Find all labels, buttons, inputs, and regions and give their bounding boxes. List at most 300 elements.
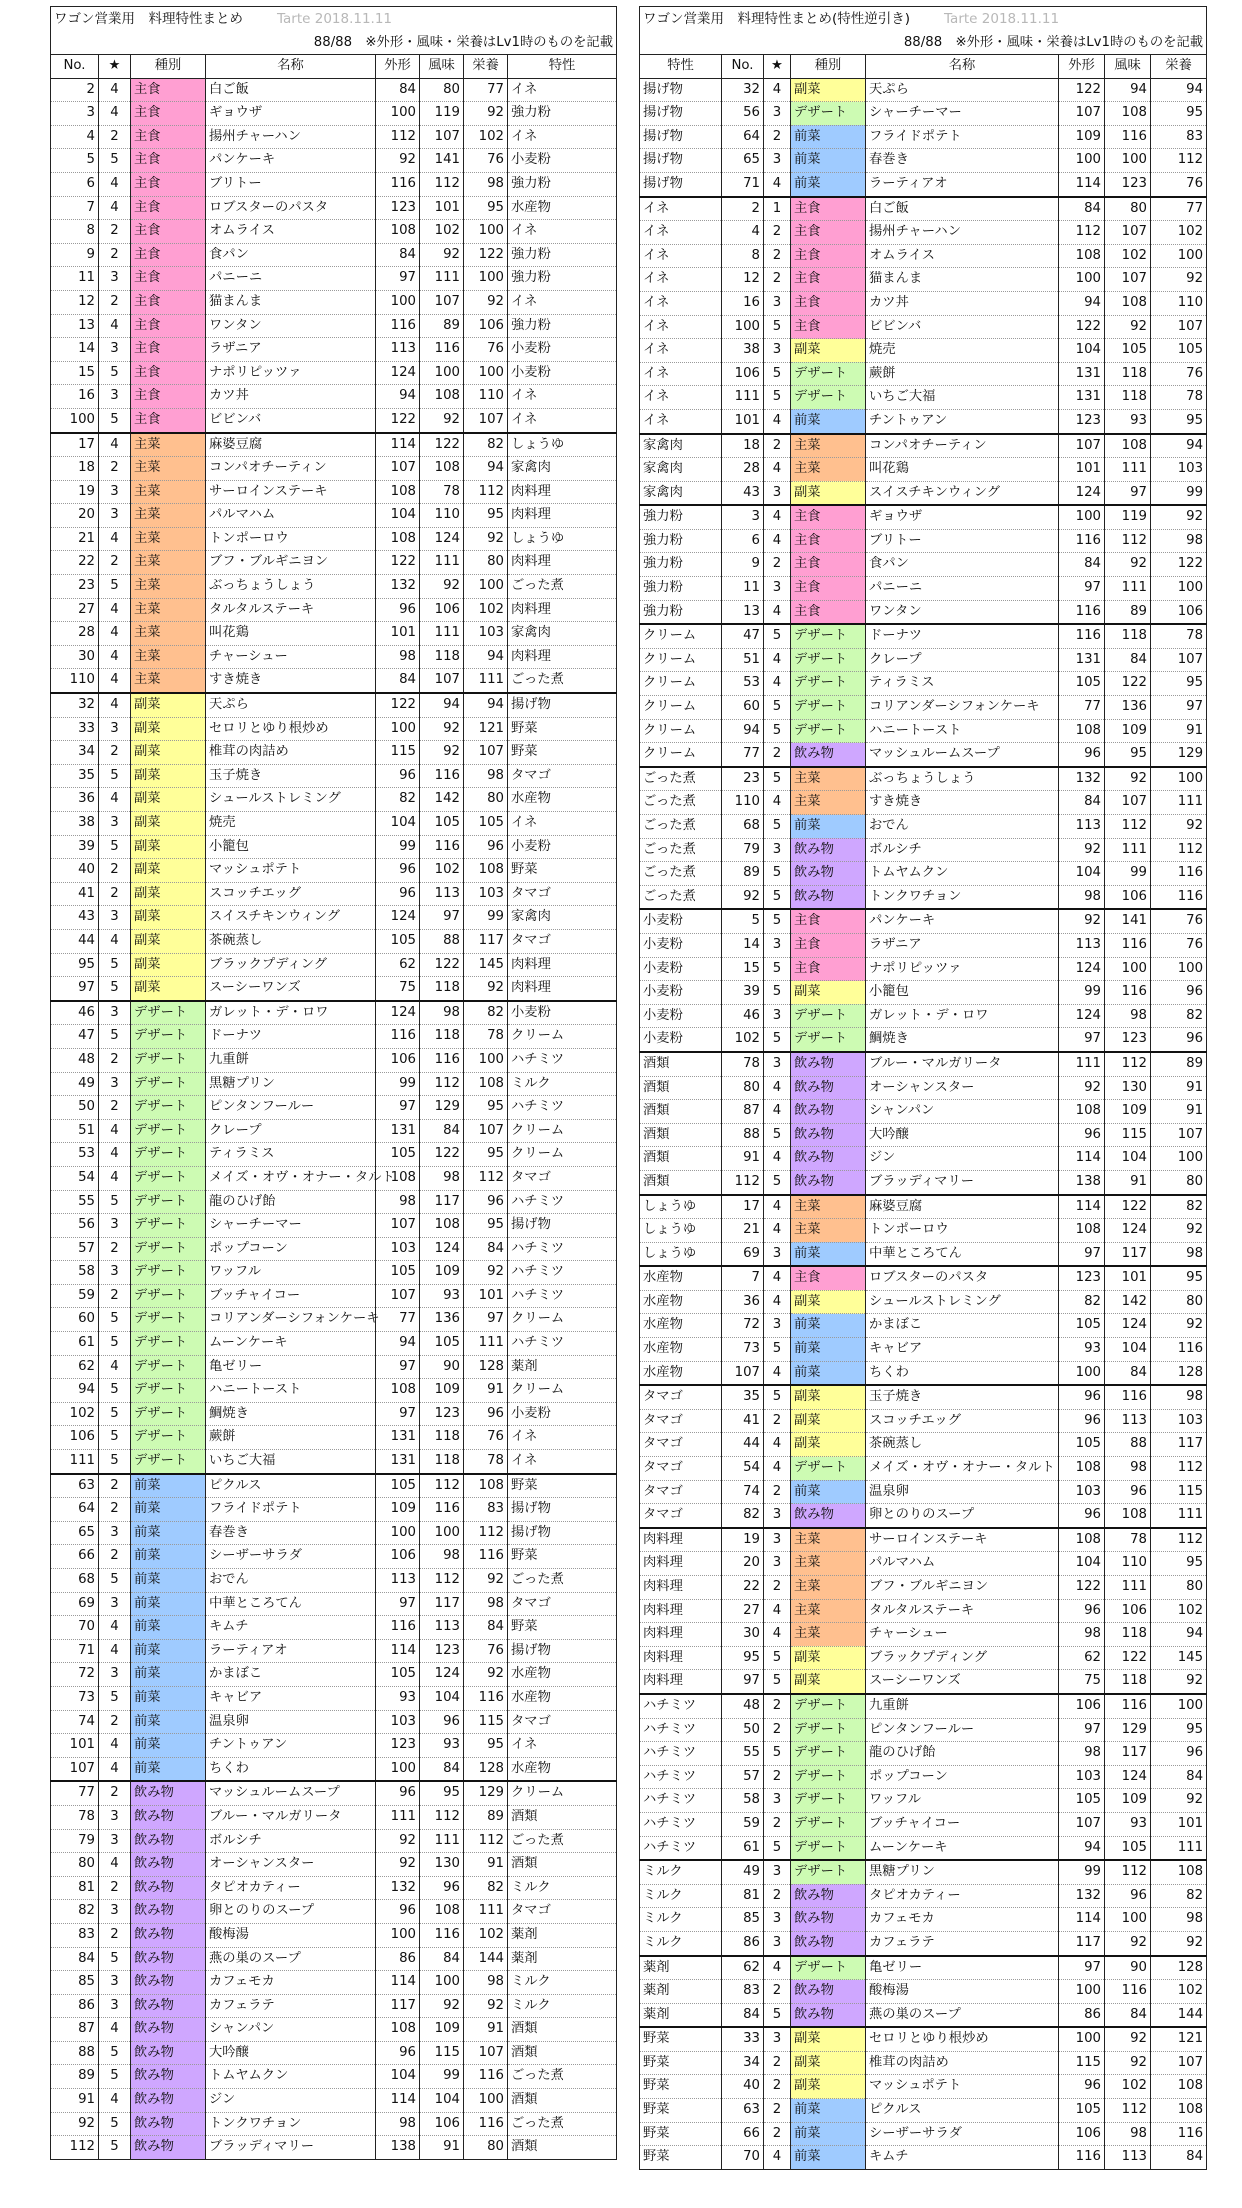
cell-star: 3 — [99, 906, 131, 930]
table-row — [51, 172, 617, 196]
col-header-category: 種別 — [791, 55, 866, 79]
cell-star: 3 — [764, 291, 791, 315]
cell-shape: 96 — [1059, 1409, 1105, 1433]
cell-category: 主菜 — [131, 575, 206, 599]
cell-category: 主食 — [131, 102, 206, 126]
cell-trait: ハチミツ — [640, 1812, 722, 1836]
table-row — [51, 1853, 617, 1877]
cell-star: 3 — [764, 2027, 791, 2051]
cell-star: 3 — [764, 102, 791, 126]
cell-trait: 野菜 — [508, 717, 617, 741]
cell-no: 17 — [722, 1195, 764, 1219]
cell-nutrition: 82 — [464, 1001, 508, 1025]
cell-nutrition: 107 — [464, 2041, 508, 2065]
cell-trait: イネ — [640, 386, 722, 410]
cell-name: 燕の巣のスープ — [866, 2003, 1059, 2027]
cell-nutrition: 107 — [1151, 315, 1207, 339]
cell-category: 主食 — [131, 361, 206, 385]
cell-shape: 116 — [1059, 600, 1105, 624]
cell-category: 前菜 — [131, 1592, 206, 1616]
cell-star: 5 — [764, 767, 791, 791]
cell-shape: 84 — [376, 243, 420, 267]
cell-flavor: 122 — [1105, 1646, 1151, 1670]
cell-star: 4 — [99, 1166, 131, 1190]
cell-trait: 小麦粉 — [640, 933, 722, 957]
cell-name: ギョウザ — [206, 102, 376, 126]
cell-trait: ごった煮 — [508, 1829, 617, 1853]
cell-star: 3 — [764, 1789, 791, 1813]
cell-shape: 105 — [1059, 1314, 1105, 1338]
cell-trait: 酒類 — [508, 1805, 617, 1829]
cell-star: 3 — [764, 838, 791, 862]
cell-nutrition: 94 — [1151, 78, 1207, 102]
cell-star: 4 — [764, 409, 791, 433]
cell-nutrition: 95 — [464, 196, 508, 220]
cell-name: 中華ところてん — [866, 1242, 1059, 1266]
cell-star: 2 — [764, 1884, 791, 1908]
cell-shape: 96 — [376, 859, 420, 883]
cell-name: ドーナツ — [206, 1025, 376, 1049]
cell-name: 茶碗蒸し — [866, 1433, 1059, 1457]
cell-star: 5 — [99, 361, 131, 385]
cell-flavor: 105 — [420, 812, 464, 836]
cell-no: 16 — [51, 385, 99, 409]
cell-trait: ミルク — [640, 1884, 722, 1908]
cell-star: 4 — [99, 1143, 131, 1167]
cell-nutrition: 116 — [464, 2065, 508, 2089]
table-row — [640, 291, 1207, 315]
cell-nutrition: 92 — [464, 1261, 508, 1285]
cell-no: 7 — [722, 1266, 764, 1290]
cell-trait: 野菜 — [640, 2146, 722, 2170]
cell-no: 44 — [51, 929, 99, 953]
cell-flavor: 129 — [1105, 1718, 1151, 1742]
cell-name: メイズ・オヴ・オナー・タルト — [206, 1166, 376, 1190]
cell-flavor: 112 — [420, 1474, 464, 1498]
cell-trait: ミルク — [640, 1931, 722, 1955]
cell-flavor: 89 — [420, 314, 464, 338]
cell-nutrition: 100 — [1151, 1147, 1207, 1171]
cell-nutrition: 106 — [464, 314, 508, 338]
cell-star: 4 — [99, 929, 131, 953]
col-header-category: 種別 — [131, 55, 206, 79]
table-row — [640, 1718, 1207, 1742]
cell-shape: 97 — [376, 267, 420, 291]
cell-star: 2 — [764, 1980, 791, 2004]
cell-nutrition: 78 — [464, 1025, 508, 1049]
cell-category: 飲み物 — [131, 1971, 206, 1995]
cell-trait: イネ — [508, 812, 617, 836]
cell-category: 前菜 — [131, 1734, 206, 1758]
cell-shape: 92 — [1059, 838, 1105, 862]
cell-trait: クリーム — [640, 743, 722, 767]
cell-shape: 100 — [1059, 149, 1105, 173]
cell-category: 主食 — [131, 243, 206, 267]
cell-shape: 96 — [376, 1900, 420, 1924]
cell-shape: 100 — [376, 1923, 420, 1947]
cell-trait: 強力粉 — [508, 314, 617, 338]
table-row — [51, 243, 617, 267]
cell-name: 麻婆豆腐 — [206, 433, 376, 457]
cell-star: 4 — [99, 669, 131, 693]
cell-star: 4 — [764, 1100, 791, 1124]
cell-nutrition: 92 — [464, 1569, 508, 1593]
cell-flavor: 84 — [420, 1757, 464, 1781]
cell-star: 3 — [99, 1663, 131, 1687]
cell-star: 4 — [99, 196, 131, 220]
cell-category: 前菜 — [791, 149, 866, 173]
table-row — [51, 385, 617, 409]
cell-shape: 84 — [376, 669, 420, 693]
cell-star: 4 — [99, 622, 131, 646]
cell-flavor: 111 — [1105, 838, 1151, 862]
cell-no: 9 — [722, 553, 764, 577]
cell-category: デザート — [131, 1237, 206, 1261]
cell-category: 飲み物 — [131, 1781, 206, 1805]
cell-star: 4 — [764, 600, 791, 624]
cell-no: 43 — [51, 906, 99, 930]
cell-shape: 108 — [1059, 1100, 1105, 1124]
cell-nutrition: 91 — [1151, 719, 1207, 743]
cell-trait: ハチミツ — [508, 1284, 617, 1308]
cell-trait: 小麦粉 — [508, 338, 617, 362]
cell-trait: 小麦粉 — [640, 981, 722, 1005]
cell-nutrition: 129 — [464, 1781, 508, 1805]
cell-no: 82 — [722, 1504, 764, 1528]
cell-category: 主食 — [131, 314, 206, 338]
cell-star: 2 — [99, 220, 131, 244]
cell-no: 35 — [51, 764, 99, 788]
cell-category: 副菜 — [131, 812, 206, 836]
table-row — [51, 1734, 617, 1758]
cell-star: 4 — [764, 1147, 791, 1171]
cell-star: 3 — [764, 1931, 791, 1955]
cell-flavor: 136 — [1105, 696, 1151, 720]
cell-shape: 103 — [376, 1237, 420, 1261]
cell-no: 40 — [51, 859, 99, 883]
cell-flavor: 122 — [1105, 1195, 1151, 1219]
cell-nutrition: 89 — [464, 1805, 508, 1829]
cell-shape: 62 — [1059, 1646, 1105, 1670]
cell-shape: 122 — [1059, 78, 1105, 102]
table-row — [51, 598, 617, 622]
cell-flavor: 104 — [420, 1686, 464, 1710]
cell-shape: 84 — [1059, 553, 1105, 577]
cell-category: 飲み物 — [791, 743, 866, 767]
cell-category: 前菜 — [131, 1521, 206, 1545]
cell-category: 副菜 — [791, 1670, 866, 1694]
cell-no: 106 — [51, 1426, 99, 1450]
cell-category: 飲み物 — [791, 1100, 866, 1124]
cell-nutrition: 95 — [464, 1143, 508, 1167]
cell-flavor: 111 — [420, 267, 464, 291]
trait-lookup-table — [639, 6, 1207, 2170]
cell-shape: 100 — [1059, 268, 1105, 292]
table-row — [640, 315, 1207, 339]
cell-name: ドーナツ — [866, 624, 1059, 648]
cell-name: 白ご飯 — [866, 197, 1059, 221]
cell-name: 春巻き — [206, 1521, 376, 1545]
table-row — [51, 1025, 617, 1049]
cell-flavor: 117 — [1105, 1742, 1151, 1766]
cell-star: 3 — [764, 933, 791, 957]
cell-trait: イネ — [640, 409, 722, 433]
table-row — [51, 906, 617, 930]
cell-category: 副菜 — [791, 1646, 866, 1670]
cell-category: 主食 — [131, 267, 206, 291]
cell-shape: 114 — [1059, 1195, 1105, 1219]
table-row — [640, 244, 1207, 268]
cell-star: 5 — [99, 2065, 131, 2089]
cell-no: 16 — [722, 291, 764, 315]
cell-category: デザート — [791, 719, 866, 743]
cell-shape: 122 — [376, 693, 420, 717]
cell-shape: 113 — [376, 338, 420, 362]
cell-nutrition: 116 — [464, 2112, 508, 2136]
cell-nutrition: 94 — [464, 457, 508, 481]
cell-category: 主菜 — [131, 480, 206, 504]
cell-flavor: 108 — [420, 1214, 464, 1238]
cell-trait: ごった煮 — [640, 838, 722, 862]
cell-star: 5 — [99, 408, 131, 432]
cell-trait: 肉料理 — [640, 1576, 722, 1600]
table-row — [51, 1214, 617, 1238]
cell-name: オムライス — [206, 220, 376, 244]
cell-category: 飲み物 — [791, 1931, 866, 1955]
cell-trait: 薬剤 — [640, 1956, 722, 1980]
cell-shape: 109 — [1059, 125, 1105, 149]
table-row — [51, 1048, 617, 1072]
cell-no: 88 — [722, 1123, 764, 1147]
cell-name: ワンタン — [866, 600, 1059, 624]
cell-shape: 104 — [376, 2065, 420, 2089]
cell-star: 5 — [99, 835, 131, 859]
cell-star: 5 — [99, 1025, 131, 1049]
cell-no: 53 — [722, 672, 764, 696]
cell-flavor: 113 — [1105, 1409, 1151, 1433]
cell-no: 15 — [51, 361, 99, 385]
cell-nutrition: 116 — [464, 1686, 508, 1710]
cell-category: 飲み物 — [791, 838, 866, 862]
cell-nutrition: 99 — [1151, 481, 1207, 505]
cell-trait: 水産物 — [508, 196, 617, 220]
cell-star: 5 — [764, 1170, 791, 1194]
cell-star: 4 — [764, 172, 791, 196]
cell-flavor: 96 — [1105, 1480, 1151, 1504]
cell-star: 2 — [99, 1923, 131, 1947]
table-row — [51, 1190, 617, 1214]
cell-no: 36 — [51, 788, 99, 812]
cell-star: 5 — [99, 149, 131, 173]
cell-shape: 124 — [376, 1001, 420, 1025]
cell-category: デザート — [791, 1860, 866, 1884]
cell-nutrition: 116 — [1151, 1338, 1207, 1362]
cell-no: 97 — [722, 1670, 764, 1694]
cell-nutrition: 105 — [1151, 339, 1207, 363]
table-row — [640, 172, 1207, 196]
table-row — [640, 1812, 1207, 1836]
table-row — [51, 1545, 617, 1569]
cell-nutrition: 92 — [464, 977, 508, 1001]
cell-nutrition: 98 — [464, 1592, 508, 1616]
cell-shape: 100 — [376, 1757, 420, 1781]
cell-star: 2 — [764, 2075, 791, 2099]
cell-star: 2 — [764, 1694, 791, 1718]
col-header-no: No. — [51, 55, 99, 79]
cell-category: 副菜 — [131, 741, 206, 765]
table-row — [51, 1498, 617, 1522]
cell-flavor: 112 — [420, 1569, 464, 1593]
cell-nutrition: 95 — [1151, 672, 1207, 696]
cell-flavor: 142 — [420, 788, 464, 812]
cell-category: デザート — [791, 386, 866, 410]
cell-star: 2 — [99, 1498, 131, 1522]
cell-category: 前菜 — [791, 815, 866, 839]
cell-name: 蕨餅 — [866, 362, 1059, 386]
cell-star: 2 — [99, 1876, 131, 1900]
cell-trait: イネ — [640, 221, 722, 245]
cell-nutrition: 103 — [1151, 458, 1207, 482]
cell-no: 61 — [722, 1836, 764, 1860]
table-row — [640, 1338, 1207, 1362]
cell-nutrition: 112 — [464, 480, 508, 504]
cell-flavor: 95 — [1105, 743, 1151, 767]
sheet-date: Tarte 2018.11.11 — [277, 11, 393, 27]
cell-flavor: 111 — [420, 1829, 464, 1853]
cell-flavor: 102 — [420, 220, 464, 244]
cell-name: 亀ゼリー — [206, 1355, 376, 1379]
cell-star: 3 — [99, 1971, 131, 1995]
cell-shape: 104 — [1059, 1552, 1105, 1576]
cell-shape: 132 — [1059, 1884, 1105, 1908]
cell-flavor: 94 — [1105, 78, 1151, 102]
table-row — [51, 361, 617, 385]
table-row — [640, 767, 1207, 791]
cell-nutrition: 108 — [1151, 1860, 1207, 1884]
cell-nutrition: 115 — [1151, 1480, 1207, 1504]
cell-star: 4 — [764, 672, 791, 696]
cell-no: 79 — [722, 838, 764, 862]
table-row — [640, 648, 1207, 672]
cell-no: 94 — [722, 719, 764, 743]
table-row — [640, 815, 1207, 839]
table-row — [51, 527, 617, 551]
cell-trait: 小麦粉 — [508, 361, 617, 385]
cell-nutrition: 94 — [464, 645, 508, 669]
cell-star: 2 — [764, 1765, 791, 1789]
cell-shape: 105 — [376, 1143, 420, 1167]
cell-category: デザート — [791, 1028, 866, 1052]
cell-shape: 96 — [1059, 743, 1105, 767]
cell-shape: 111 — [1059, 1052, 1105, 1076]
cell-nutrition: 100 — [464, 2089, 508, 2113]
cell-shape: 116 — [376, 1025, 420, 1049]
table-row — [51, 1379, 617, 1403]
cell-shape: 114 — [1059, 1147, 1105, 1171]
cell-no: 19 — [51, 480, 99, 504]
cell-category: 副菜 — [131, 929, 206, 953]
cell-shape: 92 — [376, 149, 420, 173]
cell-trait: タマゴ — [508, 1710, 617, 1734]
cell-no: 14 — [722, 933, 764, 957]
cell-nutrition: 108 — [464, 1072, 508, 1096]
cell-star: 5 — [764, 815, 791, 839]
cell-trait: ごった煮 — [508, 669, 617, 693]
cell-flavor: 94 — [420, 693, 464, 717]
col-header-star: ★ — [99, 55, 131, 79]
cell-star: 4 — [99, 693, 131, 717]
cell-shape: 97 — [376, 1096, 420, 1120]
cell-trait: 小麦粉 — [508, 835, 617, 859]
cell-star: 5 — [99, 1190, 131, 1214]
cell-no: 4 — [722, 221, 764, 245]
cell-name: ブリトー — [206, 172, 376, 196]
cell-nutrition: 110 — [464, 385, 508, 409]
cell-name: 酸梅湯 — [206, 1923, 376, 1947]
cell-no: 60 — [51, 1308, 99, 1332]
cell-no: 62 — [722, 1956, 764, 1980]
cell-trait: 薬剤 — [640, 1980, 722, 2004]
cell-flavor: 130 — [420, 1853, 464, 1877]
cell-star: 2 — [764, 221, 791, 245]
cell-name: ジン — [206, 2089, 376, 2113]
cell-flavor: 80 — [1105, 197, 1151, 221]
cell-nutrition: 98 — [1151, 529, 1207, 553]
cell-star: 4 — [764, 1457, 791, 1481]
cell-nutrition: 76 — [464, 1426, 508, 1450]
cell-category: デザート — [131, 1096, 206, 1120]
cell-category: 前菜 — [791, 125, 866, 149]
cell-no: 12 — [722, 268, 764, 292]
cell-flavor: 112 — [1105, 815, 1151, 839]
cell-trait: クリーム — [640, 696, 722, 720]
cell-shape: 98 — [376, 1190, 420, 1214]
cell-name: ジン — [866, 1147, 1059, 1171]
table-row — [51, 645, 617, 669]
table-row — [640, 2075, 1207, 2099]
cell-shape: 113 — [1059, 815, 1105, 839]
table-row — [51, 1237, 617, 1261]
cell-no: 56 — [722, 102, 764, 126]
table-row — [640, 2027, 1207, 2051]
cell-star: 4 — [99, 527, 131, 551]
cell-trait: クリーム — [508, 1143, 617, 1167]
cell-flavor: 97 — [420, 906, 464, 930]
cell-category: 飲み物 — [131, 1853, 206, 1877]
cell-category: 前菜 — [131, 1498, 206, 1522]
cell-nutrition: 76 — [464, 338, 508, 362]
cell-shape: 105 — [1059, 1789, 1105, 1813]
cell-nutrition: 106 — [1151, 600, 1207, 624]
cell-trait: ハチミツ — [508, 1261, 617, 1285]
cell-flavor: 116 — [420, 835, 464, 859]
cell-name: タピオカティー — [206, 1876, 376, 1900]
cell-star: 5 — [99, 1332, 131, 1356]
cell-category: 前菜 — [131, 1569, 206, 1593]
table-row — [51, 290, 617, 314]
cell-flavor: 92 — [1105, 1931, 1151, 1955]
cell-category: デザート — [791, 1718, 866, 1742]
cell-trait: タマゴ — [508, 882, 617, 906]
cell-category: 飲み物 — [791, 885, 866, 909]
table-row — [640, 2003, 1207, 2027]
cell-name: マッシュポテト — [206, 859, 376, 883]
table-row — [51, 78, 617, 102]
cell-name: 卵とのりのスープ — [206, 1900, 376, 1924]
cell-star: 4 — [99, 78, 131, 102]
cell-no: 13 — [51, 314, 99, 338]
cell-nutrition: 76 — [1151, 362, 1207, 386]
